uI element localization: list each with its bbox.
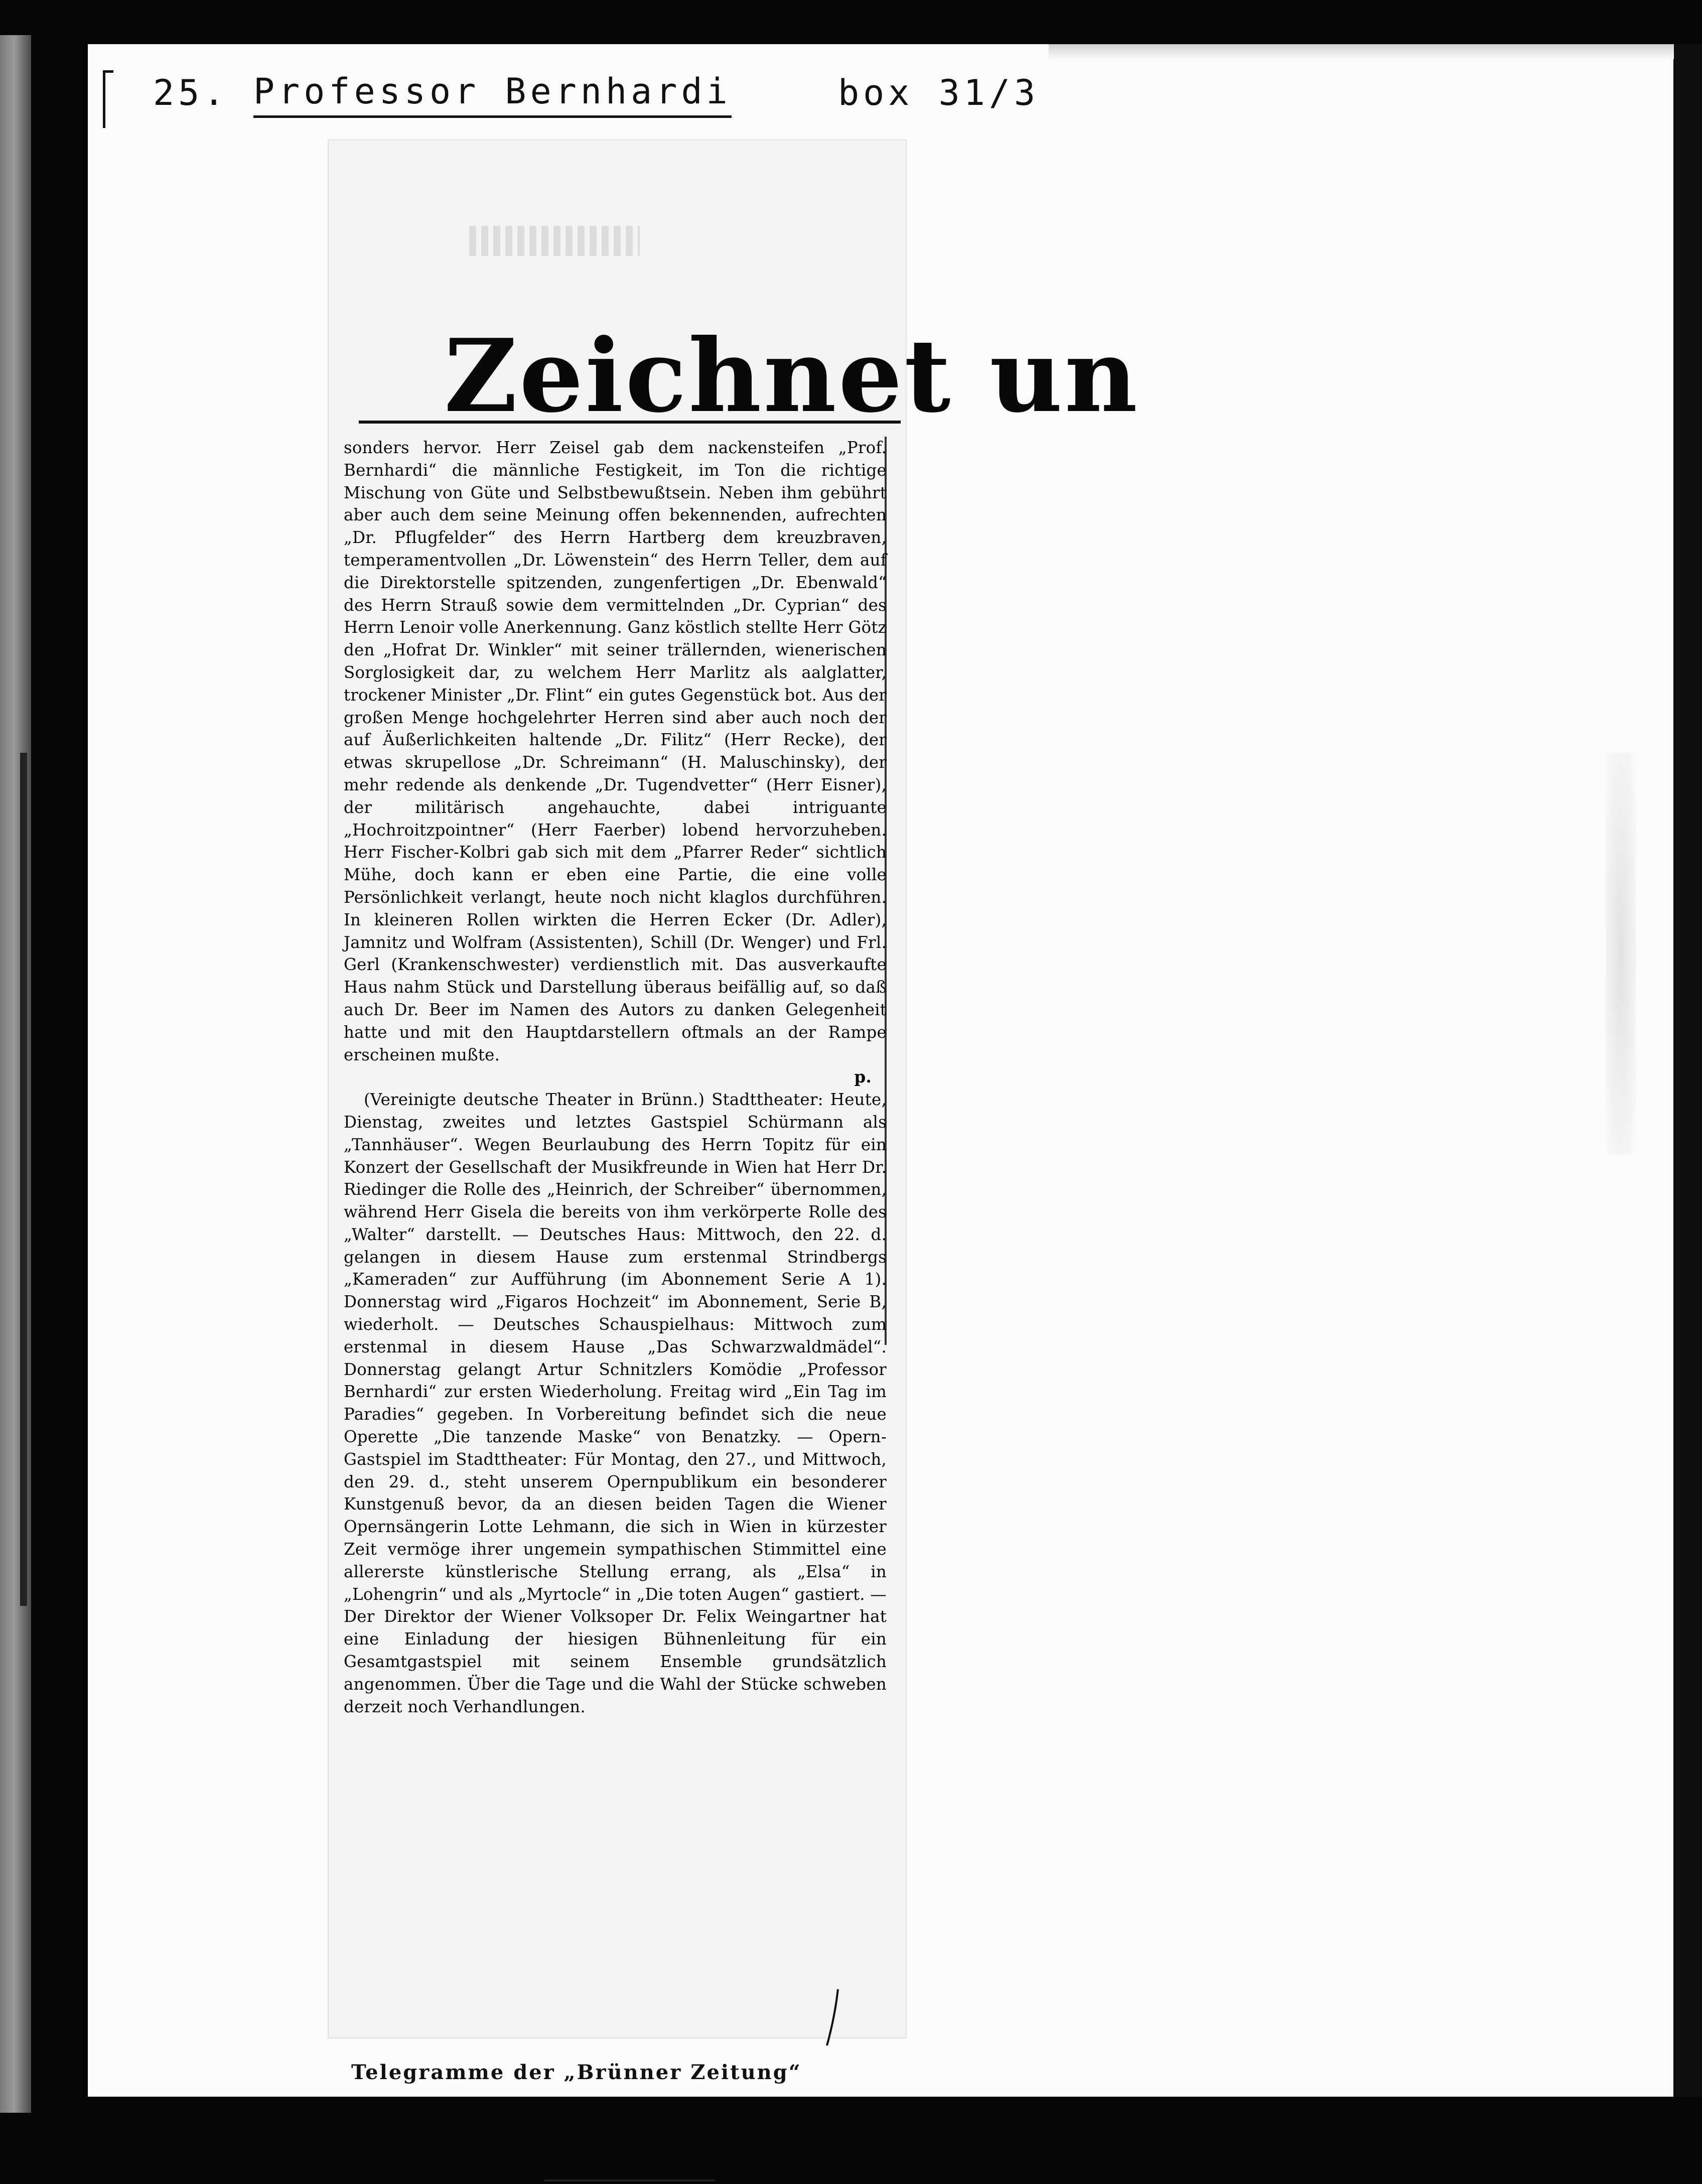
- sheet-right-edge: [1674, 44, 1702, 2097]
- paper-stain: [1606, 753, 1636, 1154]
- archive-label-number: 25.: [153, 72, 229, 113]
- article-paragraph-theater-news: (Vereinigte deutsche Theater in Brünn.) Stadttheater: Heute, Dienstag, zweites und letztes Gastspiel Schürmann als „Tannhäuser“. Wegen Beurlaubung des Herrn Topitz für ein Konzert der Gesellschaft der Musikfreunde in Wien hat Herr Dr. Riedinger die Rolle des „Heinrich, der Schreiber“ übernommen, während Herr Gisela die bereits von ihm verkörperte Rolle des „Walter“ darstellt. — Deutsches Haus: Mittwoch, den 22. d. gelangen in diesem Hause zum erstenmal Strindbergs „Kameraden“ zur Aufführung (im Abonnement Serie A 1). Donnerstag wird „Figaros Hochzeit“ im Abonnement, Serie B, wiederholt. — Deutsches Schauspielhaus: Mittwoch zum erstenmal in diesem Hause „Das Schwarzwaldmädel“. Donnerstag gelangt Artur Schnitzlers Komödie „Professor Bernhardi“ zur ersten Wiederholung. Freitag wird „Ein Tag im Paradies“ gegeben. In Vorbereitung befindet sich die neue Operette „Die tanzende Maske“ von Benatzky. — Opern-Gastspiel im Stadttheater: Für Montag, den 27., und Mittwoch, den 29. d., steht unserem Opernpublikum ein besonderer Kunstgenuß bevor, da an diesen beiden Tagen die Wiener Opernsängerin Lotte Lehmann, die sich in Wien in kürzester Zeit vermöge ihrer ungemein sympathischen Stimmittel eine allererste künstlerische Stellung errang, als „Elsa“ in „Lohengrin“ und als „Myrtocle“ in „Die toten Augen“ gastiert. — Der Direktor der Wiener Volksoper Dr. Felix Weingartner hat eine Einladung der hiesigen Bühnenleitung für ein Gesamtgastspiel mit seinem Ensemble grundsätzlich angenommen. Über die Tage und die Wahl der Stücke schweben derzeit noch Verhandlungen.: [344, 1090, 887, 1716]
- label-bracket: [103, 70, 113, 128]
- article-body: [344, 437, 887, 2163]
- next-article-headline: Telegramme der „Brünner Zeitung“: [351, 2061, 802, 2084]
- archive-label-box: box 31/3: [838, 72, 1040, 113]
- clipping-headline: Zeichnet un: [444, 317, 1140, 435]
- newspaper-clipping: [329, 141, 1140, 2037]
- faint-masthead-bleedthrough: [469, 226, 640, 256]
- adjacent-sheet-shadow: [20, 753, 27, 1606]
- article-end-rule: [544, 2179, 715, 2181]
- headline-rule: [359, 421, 901, 424]
- article-signoff: p.: [854, 1067, 872, 1087]
- archive-label-title: Professor Bernhardi: [253, 70, 732, 118]
- pencil-check-mark: [823, 1987, 843, 2048]
- article-paragraph-review: sonders hervor. Herr Zeisel gab dem nackensteifen „Prof. Bernhardi“ die männliche Festigkeit, im Ton die richtige Mischung von Güte und Selbstbewußtsein. Neben ihm gebührt aber auch dem seine Meinung offen bekennenden, aufrechten „Dr. Pflugfelder“ des Herrn Hartberg dem kreuzbraven, temperamentvollen „Dr. Löwenstein“ des Herrn Teller, dem auf die Direktorstelle spitzenden, zungenfertigen „Dr. Ebenwald“ des Herrn Strauß sowie dem vermittelnden „Dr. Cyprian“ des Herrn Lenoir volle Anerkennung. Ganz köstlich stellte Herr Götz den „Hofrat Dr. Winkler“ mit seiner trällernden, wienerischen Sorglosigkeit dar, zu welchem Herr Marlitz als aalglatter, trockener Minister „Dr. Flint“ ein gutes Gegenstück bot. Aus der großen Menge hochgelehrter Herren sind aber auch noch der auf Äußerlichkeiten haltende „Dr. Filitz“ (Herr Recke), der etwas skrupellose „Dr. Schreimann“ (H. Maluschinsky), der mehr redende als denkende „Dr. Tugendvetter“ (Herr Eisner), der militärisch angehauchte, dabei intriguante „Hochroitzpointner“ (Herr Faerber) lobend hervorzuheben. Herr Fischer-Kolbri gab sich mit dem „Pfarrer Reder“ sichtlich Mühe, doch kann er eben eine Partie, die eine volle Persönlichkeit verlangt, heute noch nicht klaglos durchführen. In kleineren Rollen wirkten die Herren Ecker (Dr. Adler), Jamnitz und Wolfram (Assistenten), Schill (Dr. Wenger) und Frl. Gerl (Krankenschwester) verdienstlich mit. Das ausverkaufte Haus nahm Stück und Darstellung überaus beifällig auf, so daß auch Dr. Beer im Namen des Autors zu danken Gelegenheit hatte und mit den Hauptdarstellern oftmals an der Rampe erscheinen mußte.: [344, 438, 887, 1064]
- sheet-top-shadow: [1049, 44, 1674, 59]
